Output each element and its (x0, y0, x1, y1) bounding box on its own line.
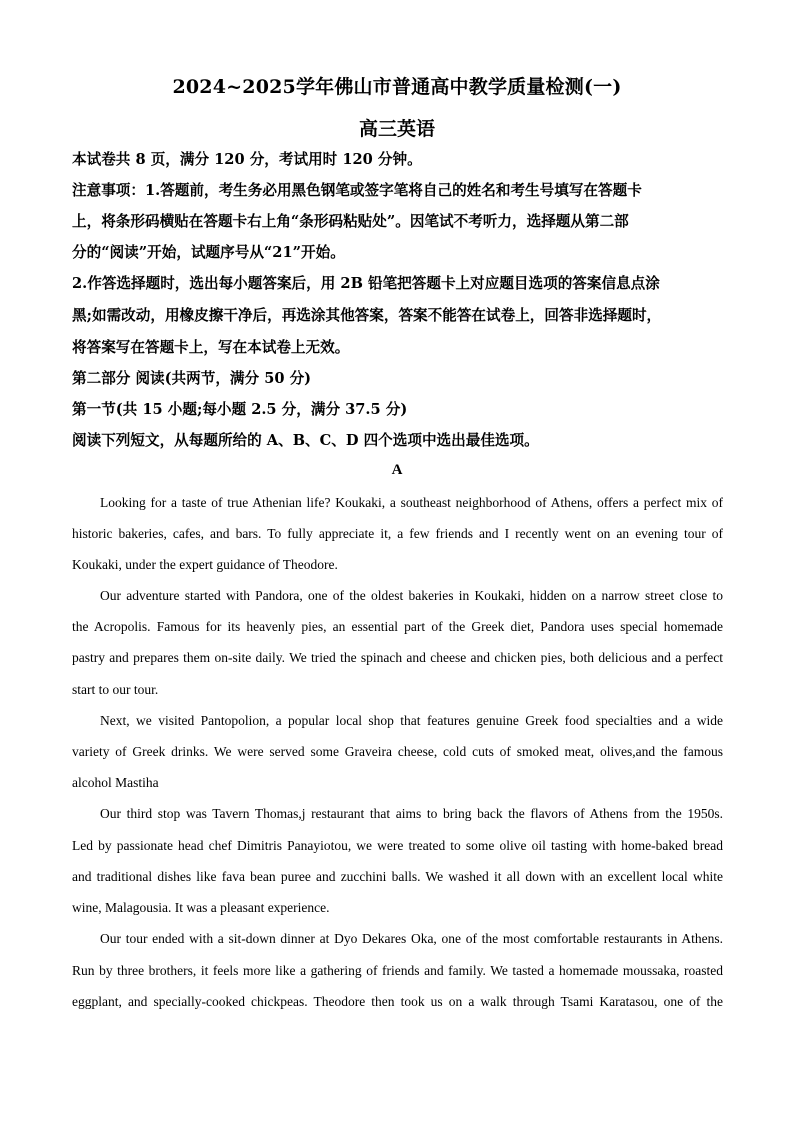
passage-line: Next, we visited Pantopolion, a popular local shop that features genuine Greek food specialties and a wide (100, 713, 723, 728)
reading-directions: 阅读下列短文，从每题所给的 A、B、C、D 四个选项中选出最佳选项。 (72, 432, 539, 449)
passage-label: A (391, 462, 403, 478)
section-heading: 第二部分 阅读(共两节，满分 50 分) (72, 370, 312, 387)
exam-subject: 高三英语 (358, 118, 435, 140)
subsection-heading: 第一节(共 15 小题;每小题 2.5 分，满分 37.5 分) (72, 401, 408, 418)
passage-line: Run by three brothers, it feels more like a gathering of friends and family. We tasted a homemade moussaka, roasted (72, 963, 723, 978)
instruction-line: 分的“阅读”开始，试题序号从“21”开始。 (72, 244, 345, 261)
passage-line: eggplant, and specially-cooked chickpeas. Theodore then took us on a walk through Tsami Karatasou, one of the (72, 994, 723, 1009)
passage-line: Our tour ended with a sit-down dinner at Dyo Dekares Oka, one of the most comfortable restaurants in Athens. (100, 931, 723, 946)
exam-title: 2024~2025学年佛山市普通高中教学质量检测(一) (172, 76, 622, 98)
passage-line: Our third stop was Tavern Thomas,j restaurant that aims to bring back the flavors of Athens from the 1950s. (100, 806, 723, 821)
instruction-line: 黑;如需改动，用橡皮擦干净后，再选涂其他答案，答案不能答在试卷上，回答非选择题时， (72, 307, 662, 324)
passage-line: Led by passionate head chef Dimitris Panayiotou, we were treated to some olive oil tasting with home-baked bread (72, 838, 723, 853)
passage-line: Our adventure started with Pandora, one of the oldest bakeries in Koukaki, hidden on a narrow street close to (100, 588, 723, 603)
passage-line: Koukaki, under the expert guidance of Theodore. (72, 557, 338, 572)
passage-line: alcohol Mastiha (72, 775, 159, 790)
instruction-line: 上，将条形码横贴在答题卡右上角“条形码粘贴处”。因笔试不考听力，选择题从第二部 (72, 213, 629, 230)
passage-line: the Acropolis. Famous for its heavenly pies, an essential part of the Greek diet, Pandora uses special homemade (72, 619, 723, 634)
instruction-line: 注意事项：1.答题前，考生务必用黑色钢笔或签字笔将自己的姓名和考生号填写在答题卡 (72, 182, 642, 199)
passage-line: variety of Greek drinks. We were served some Graveira cheese, cold cuts of smoked meat, olives,and the famous (72, 744, 723, 759)
passage-line: pastry and prepares them on-site daily. We tried the spinach and cheese and chicken pies, both delicious and a perfect (72, 650, 723, 665)
passage-line: start to our tour. (72, 682, 159, 697)
passage-line: Looking for a taste of true Athenian life? Koukaki, a southeast neighborhood of Athens, offers a perfect mix of (100, 495, 723, 510)
instruction-line: 将答案写在答题卡上，写在本试卷上无效。 (72, 339, 350, 356)
passage-line: historic bakeries, cafes, and bars. To fully appreciate it, a few friends and I recently went on an evening tour of (72, 526, 723, 541)
instruction-line: 2.作答选择题时，选出每小题答案后，用 2B 铅笔把答题卡上对应题目选项的答案信息点涂 (72, 275, 660, 292)
passage-line: and traditional dishes like fava bean puree and zucchini balls. We washed it all down with an excellent local white (72, 869, 723, 884)
passage-line: wine, Malagousia. It was a pleasant experience. (72, 900, 330, 915)
instruction-line: 本试卷共 8 页，满分 120 分，考试用时 120 分钟。 (72, 151, 422, 168)
